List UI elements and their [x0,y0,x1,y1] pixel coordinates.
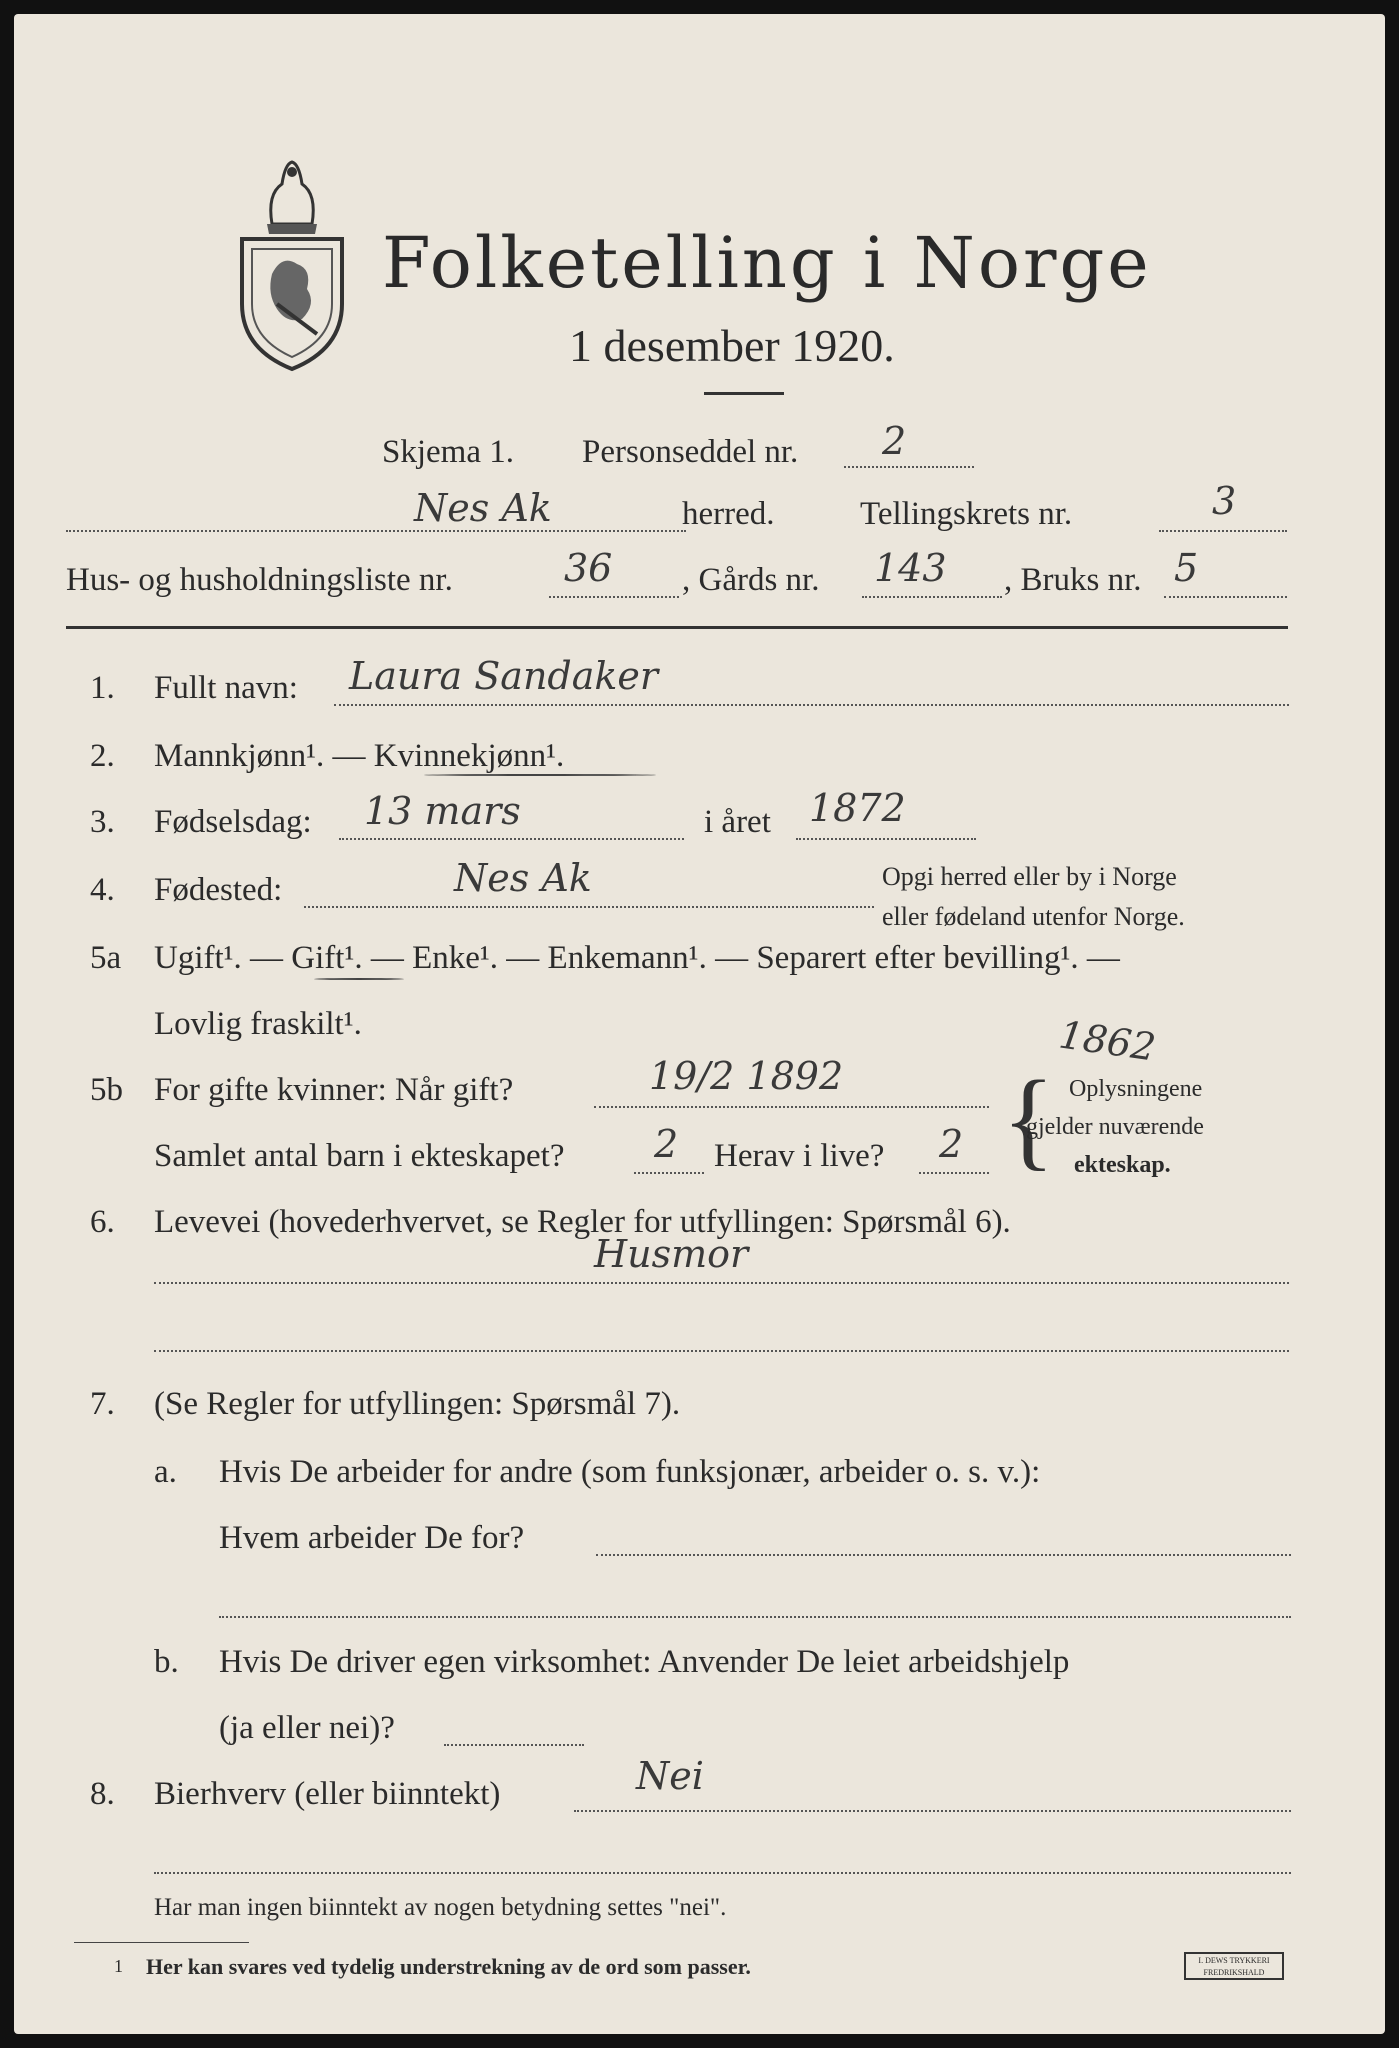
year-label: i året [704,804,771,840]
herred-label: herred. [682,496,775,532]
birthplace-line [304,906,874,908]
q1-line [334,704,1289,706]
herred-line [66,530,686,532]
q7b-yes-no-label: (ja eller nei)? [219,1710,395,1746]
census-date: 1 desember 1920. [569,320,895,371]
bruks-line [1164,596,1287,598]
personseddel-value: 2 [882,419,907,463]
header-separator [66,626,1288,629]
margin-note-year: 1862 [1056,1012,1159,1070]
children-total-line [634,1172,704,1174]
q5a-number: 5a [90,940,122,976]
q7a-number: a. [154,1454,177,1490]
q7a-question: Hvis De arbeider for andre (som funksjonær, arbeider o. s. v.): [219,1454,1041,1490]
census-form-page [14,14,1385,2034]
footnote-mark: 1 [114,1956,123,1976]
bruks-label: , Bruks nr. [1004,562,1142,598]
full-name-value: Laura Sandaker [349,654,659,698]
q7-label: (Se Regler for utfyllingen: Spørsmål 7). [154,1386,681,1422]
q1-label: Fullt navn: [154,670,298,706]
employer-line-1 [596,1554,1291,1556]
q1-number: 1. [90,670,115,706]
occupation-label: Levevei (hovederhvervet, se Regler for utfyllingen: Spørsmål 6). [154,1204,1011,1240]
marriage-note-brace: { [1002,1058,1055,1180]
married-when-label: For gifte kvinner: Når gift? [154,1072,514,1108]
children-alive-line [919,1172,989,1174]
side-income-label: Bierhverv (eller biinntekt) [154,1776,501,1812]
tellingskrets-line [1159,530,1287,532]
children-total-label: Samlet antal barn i ekteskapet? [154,1138,565,1174]
q7b-question: Hvis De driver egen virksomhet: Anvender De leiet arbeidshjelp [219,1644,1070,1680]
q3-label: Fødselsdag: [154,804,312,840]
marital-underline [314,978,404,980]
tellingskrets-value: 3 [1212,479,1237,523]
side-income-value: Nei [636,1754,704,1798]
sex-options: Mannkjønn¹. — Kvinnekjønn¹. [154,738,565,774]
hired-help-line [444,1744,584,1746]
married-when-value: 19/2 1892 [649,1054,844,1098]
side-income-line-2 [154,1872,1291,1874]
marriage-note-1: Oplysningene [1069,1076,1203,1102]
hus-line [549,596,679,598]
q6-number: 6. [90,1204,115,1240]
occupation-value: Husmor [594,1232,749,1276]
form-title: Folketelling i Norge [382,222,1152,304]
children-alive-value: 2 [939,1122,964,1166]
q5b-number: 5b [90,1072,123,1108]
birthplace-note-1: Opgi herred eller by i Norge [882,862,1177,891]
occupation-line-2 [154,1350,1289,1352]
q7a-employer-label: Hvem arbeider De for? [219,1520,525,1556]
gards-value: 143 [874,546,947,590]
printer-stamp: I. DEWS TRYKKERI FREDRIKSHALD [1184,1952,1284,1980]
birthday-value: 13 mars [364,789,521,833]
gards-label: , Gårds nr. [682,562,820,598]
birthplace-value: Nes Ak [454,856,592,900]
herred-value: Nes Ak [414,486,552,530]
birthday-line [339,838,684,840]
sex-underline [424,774,656,776]
personseddel-label: Personseddel nr. [582,434,799,470]
marriage-note-3: ekteskap. [1074,1152,1171,1178]
hus-label: Hus- og husholdningsliste nr. [66,562,453,598]
birthplace-note-2: eller fødeland utenfor Norge. [882,902,1185,931]
q3-number: 3. [90,804,115,840]
hus-value: 36 [564,546,613,590]
side-income-line [574,1810,1291,1812]
gards-line [862,596,1002,598]
q7-number: 7. [90,1386,115,1422]
footnote-text: Her kan svares ved tydelig understrekning av de ord som passer. [146,1954,751,1979]
employer-line-2 [219,1616,1291,1618]
q4-number: 4. [90,872,115,908]
married-when-line [594,1106,989,1108]
marital-options: Ugift¹. — Gift¹. — Enke¹. — Enkemann¹. — Separert efter bevilling¹. — [154,940,1120,976]
no-income-note: Har man ingen biinntekt av nogen betydning settes "nei". [154,1894,727,1921]
year-line [796,838,976,840]
tellingskrets-label: Tellingskrets nr. [860,496,1073,532]
children-alive-label: Herav i live? [714,1138,885,1174]
q8-number: 8. [90,1776,115,1812]
marital-options-2: Lovlig fraskilt¹. [154,1006,362,1042]
q7b-number: b. [154,1644,179,1680]
marriage-note-2: gjelder nuværende [1026,1114,1204,1140]
personseddel-line [844,466,974,468]
children-total-value: 2 [654,1122,679,1166]
footnote-rule [74,1942,249,1943]
q4-label: Fødested: [154,872,283,908]
bruks-value: 5 [1174,546,1199,590]
occupation-line-1 [154,1282,1289,1284]
q2-number: 2. [90,738,115,774]
birth-year-value: 1872 [809,786,906,830]
norway-coat-of-arms-icon [227,154,357,374]
skjema-label: Skjema 1. [382,434,514,470]
title-divider [704,392,784,395]
